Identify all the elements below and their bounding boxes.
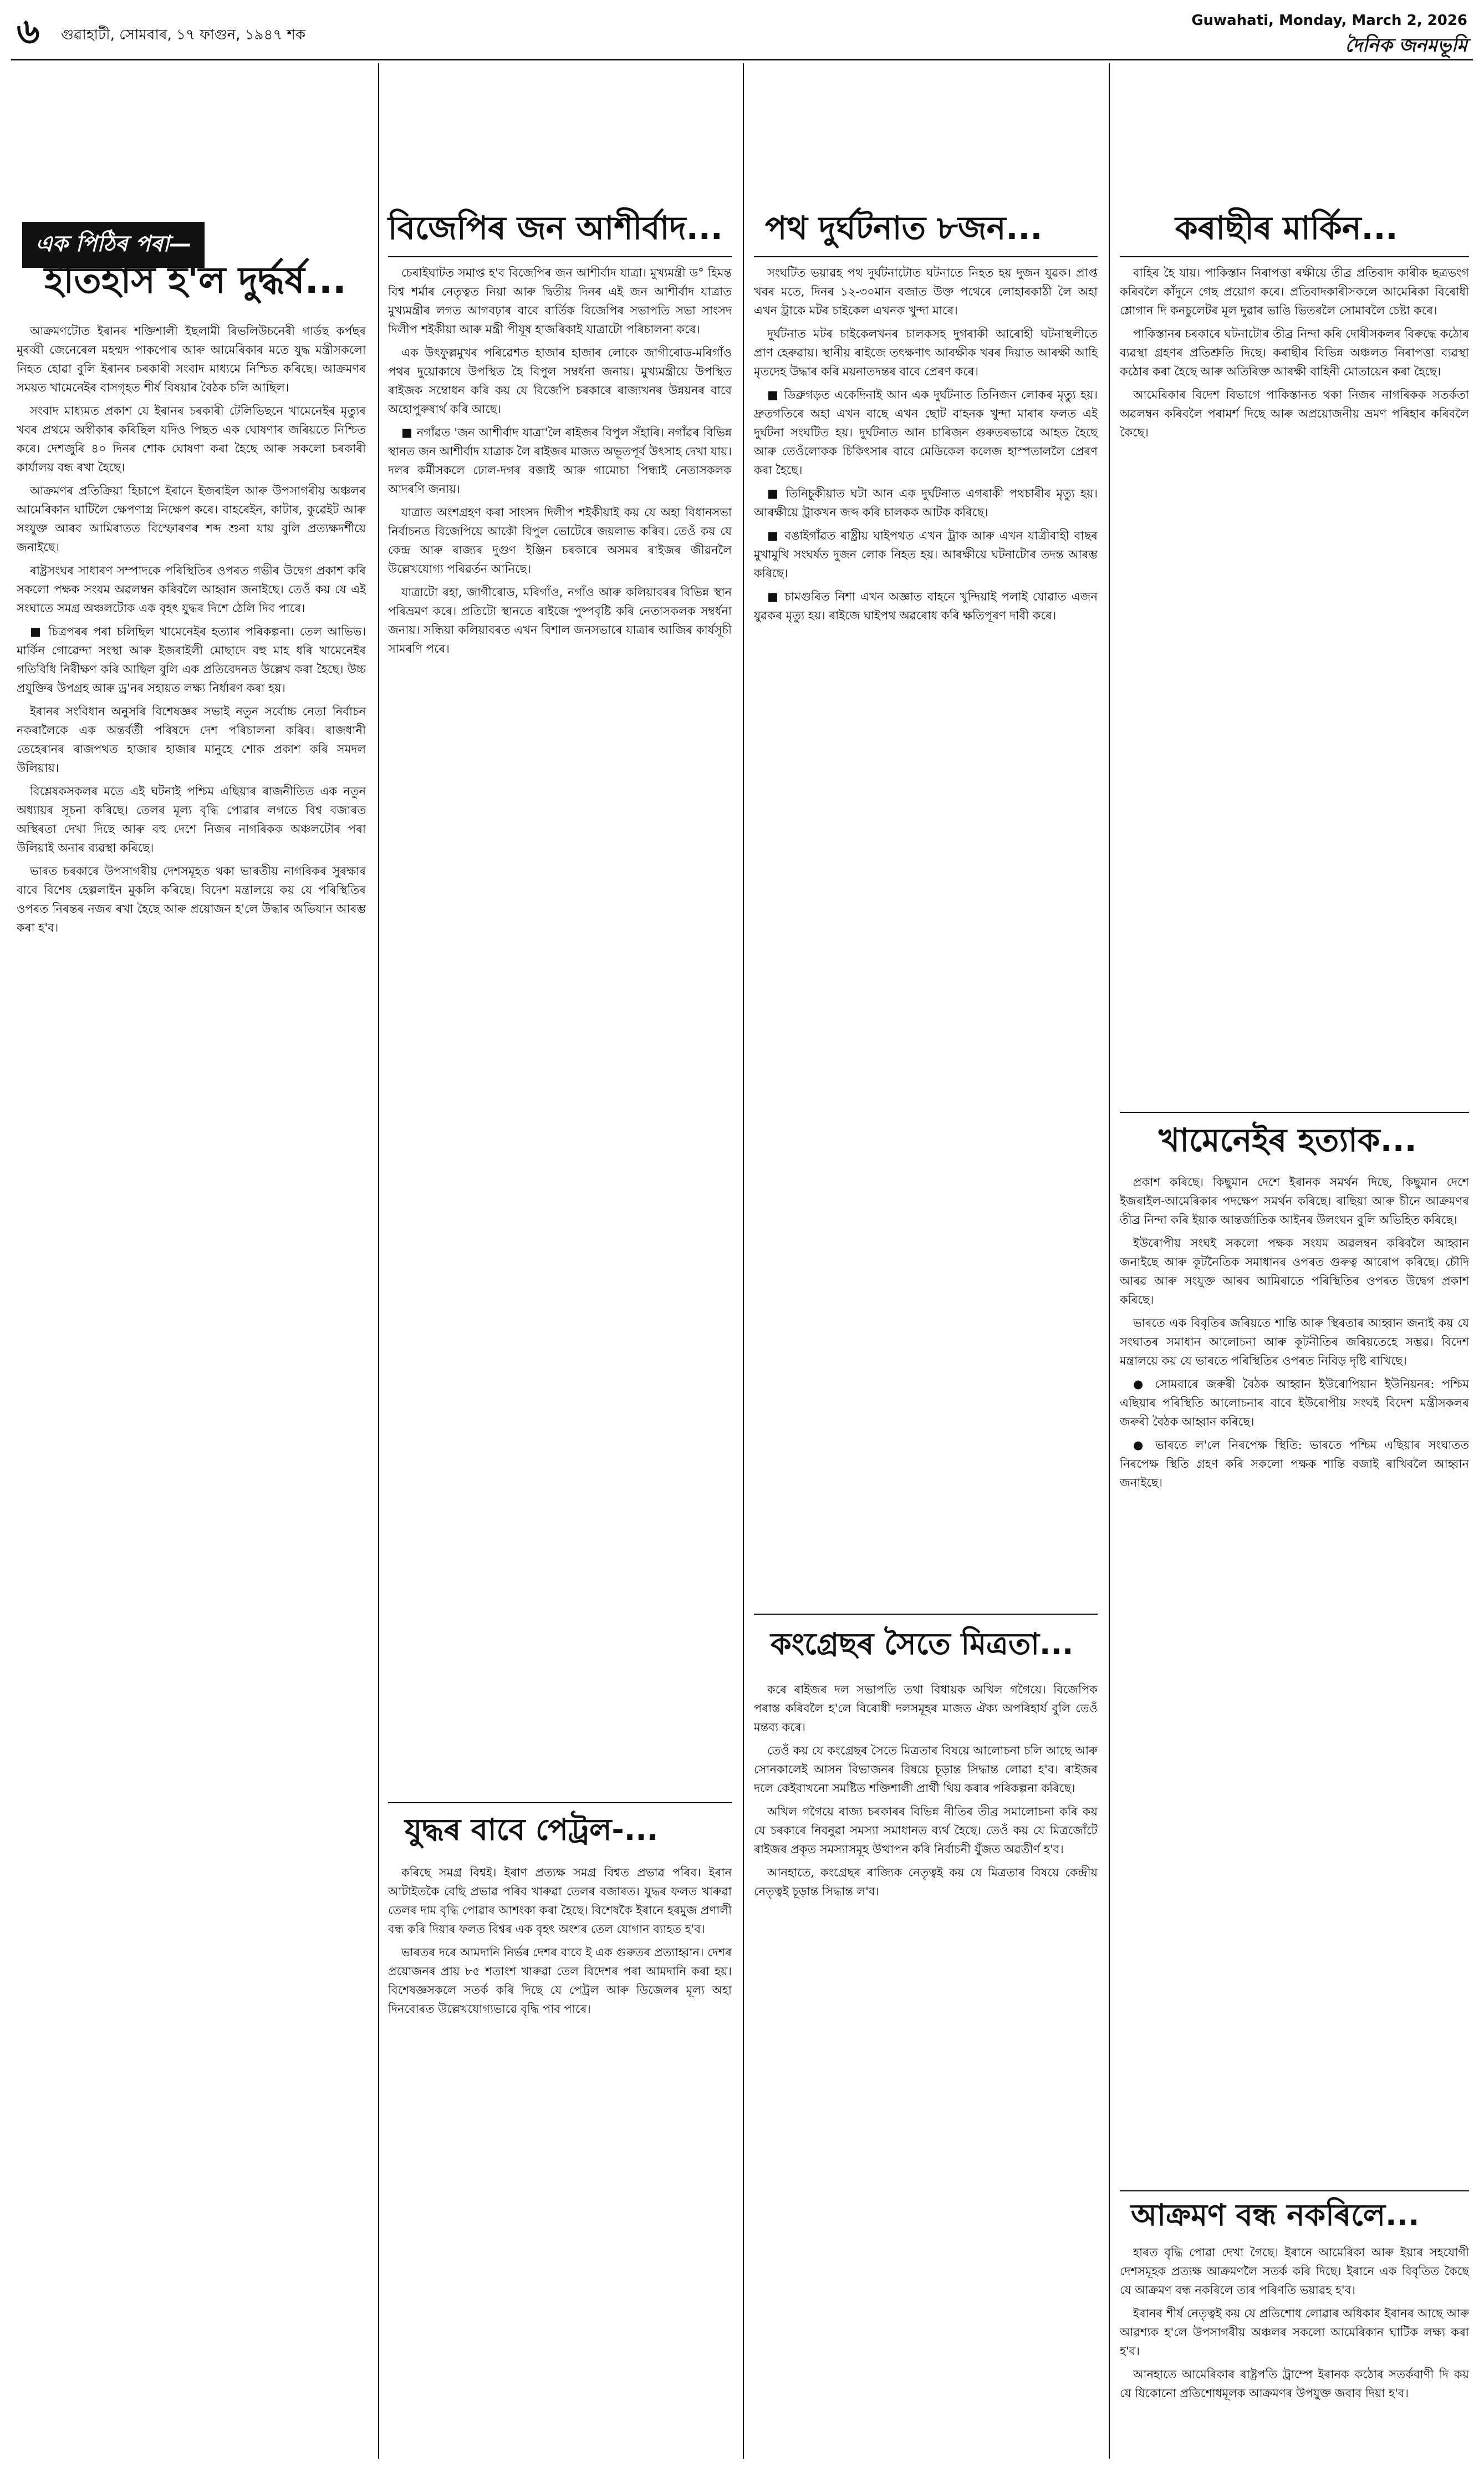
article-headline-history: ইতিহাস হ'ল দুৰ্দ্ধৰ্ষ...: [44, 259, 346, 302]
paragraph: আক্ৰমণৰ প্ৰতিক্ৰিয়া হিচাপে ইৰানে ইজৰাইল আৰু উপসাগৰীয় অঞ্চলৰ আমেৰিকান ঘাটিলৈ ক্ষেপণাস্ত্ৰ নিক্ষেপ কৰে। বাহৰেইন, কাটাৰ, কুৱেইট আৰু সংযুক্ত আৰব আমিৰাতত বিস্ফোৰণৰ শব্দ শুনা যায় বুলি প্ৰত্যক্ষদৰ্শীয়ে জনাইছে।: [17, 484, 366, 554]
paragraph: চেৰাইঘাটত সমাপ্ত হ'ব বিজেপিৰ জন আশীৰ্বাদ যাত্ৰা। মুখ্যমন্ত্ৰী ড° হিমন্ত বিশ্ব শৰ্মাৰ নেতৃত্বত নিয়া আৰু দ্বিতীয় দিনৰ এই জন আশীৰ্বাদ যাত্ৰাত মুখ্যমন্ত্ৰীৰ লগত আগবঢ়াৰ বাবে বাৰ্তিক বিজেপিৰ সভাপতি সভা সাংসদ দিলীপ শইকীয়া আৰু মন্ত্ৰী পীযূষ হাজৰিকাই যাত্ৰাটো পৰিচালনা কৰে।: [388, 266, 732, 336]
paragraph: যাত্ৰাত অংশগ্ৰহণ কৰা সাংসদ দিলীপ শইকীয়াই কয় যে অহা বিধানসভা নিৰ্বাচনত বিজেপিয়ে আকৌ বিপুল ভোটেৰে জয়লাভ কৰিব। তেওঁ কয় যে কেন্দ্ৰ আৰু ৰাজ্যৰ দুগুণ ইঞ্জিন চৰকাৰে অসমৰ ৰাইজৰ জীৱনলৈ উল্লেখযোগ্য পৰিৱৰ্তন আনিছে।: [388, 506, 732, 576]
paragraph: বিশ্লেষকসকলৰ মতে এই ঘটনাই পশ্চিম এছিয়াৰ ৰাজনীতিত এক নতুন অধ্যায়ৰ সূচনা কৰিছে। তেলৰ মূল্য বৃদ্ধি পোৱাৰ লগতে বিশ্ব বজাৰত অস্থিৰতা দেখা দিছে আৰু বহু দেশে নিজৰ নাগৰিকক অঞ্চলটোৰ পৰা উলিয়াই অনাৰ ব্যৱস্থা কৰিছে।: [17, 785, 366, 854]
paragraph: ■ নগাঁৱত 'জন আশীৰ্বাদ যাত্ৰা'লৈ ৰাইজৰ বিপুল সঁহাৰি। নগাঁৱৰ বিভিন্ন স্থানত জন আশীৰ্বাদ যাত্ৰাক লৈ ৰাইজৰ মাজত অভূতপূৰ্ব উৎসাহ দেখা যায়। দলৰ কৰ্মীসকলে ঢোল-দগৰ বজাই আৰু গামোচা পিন্ধাই নেতাসকলক আদৰণি জনায়।: [388, 426, 732, 496]
paragraph: আনহাতে, কংগ্ৰেছৰ ৰাজ্যিক নেতৃত্বই কয় যে মিত্ৰতাৰ বিষয়ে কেন্দ্ৰীয় নেতৃত্বই চূড়ান্ত সিদ্ধান্ত ল'ব।: [754, 1866, 1098, 1898]
paragraph: ■ বঙাইগাঁৱত ৰাষ্ট্ৰীয় ঘাইপথত এখন ট্ৰাক আৰু এখন যাত্ৰীবাহী বাছৰ মুখামুখি সংঘৰ্ষত দুজন লোক নিহত হয়। আৰক্ষীয়ে ঘটনাটোৰ তদন্ত আৰম্ভ কৰিছে।: [754, 529, 1098, 580]
headline-rule: [1120, 256, 1469, 257]
article-body-petrol: [388, 1863, 732, 2451]
masthead: দৈনিক জনমভূমি: [1345, 34, 1467, 57]
paragraph: অখিল গগৈয়ে ৰাজ্য চৰকাৰৰ বিভিন্ন নীতিৰ তীব্ৰ সমালোচনা কৰি কয় যে চৰকাৰে নিবনুৱা সমস্যা সমাধানত ব্যৰ্থ হৈছে। তেওঁ কয় যে মিত্ৰজোঁটে ৰাইজৰ প্ৰকৃত সমস্যাসমূহ উত্থাপন কৰি নিৰ্বাচনী যুঁজত অৱতীৰ্ণ হ'ব।: [754, 1805, 1098, 1856]
paragraph: যাত্ৰাটো ৰহা, জাগীৰোড, মৰিগাঁও, নগাঁও আৰু কলিয়াবৰৰ বিভিন্ন স্থান পৰিভ্ৰমণ কৰে। প্ৰতিটো স্থানতে ৰাইজে পুষ্পবৃষ্টি কৰি নেতাসকলক সম্বৰ্ধনা জনায়। সন্ধিয়া কলিয়াবৰত এখন বিশাল জনসভাৰে যাত্ৰাৰ আজিৰ কাৰ্যসূচী সামৰণি পৰে।: [388, 586, 732, 655]
paragraph: এক উৎফুল্লমুখৰ পৰিৱেশত হাজাৰ হাজাৰ লোকে জাগীৰোড-মৰিগাঁও পথৰ দুয়োকাষে উপস্থিত হৈ বিপুল সম্বৰ্ধনা জনায়। মুখ্যমন্ত্ৰীয়ে উপস্থিত ৰাইজক সম্বোধন কৰি কয় যে বিজেপি চৰকাৰে ৰাজ্যখনৰ উন্নয়নৰ বাবে অহোপুৰুষাৰ্থ কৰি আছে।: [388, 346, 732, 416]
article-headline-bjp: বিজেপিৰ জন আশীৰ্বাদ...: [388, 209, 723, 247]
paragraph: ইৰানৰ শীৰ্ষ নেতৃত্বই কয় যে প্ৰতিশোধ লোৱাৰ অধিকাৰ ইৰানৰ আছে আৰু আৱশ্যক হ'লে উপসাগৰীয় অঞ্চলৰ সকলো আমেৰিকান ঘাটিক লক্ষ্য কৰা হ'ব।: [1120, 2307, 1469, 2358]
paragraph: ভাৰত চৰকাৰে উপসাগৰীয় দেশসমূহত থকা ভাৰতীয় নাগৰিকৰ সুৰক্ষাৰ বাবে বিশেষ হেল্পলাইন মুকলি কৰিছে। বিদেশ মন্ত্ৰালয়ে কয় যে পৰিস্থিতিৰ ওপৰত নিৰন্তৰ নজৰ ৰখা হৈছে আৰু প্ৰয়োজন হ'লে উদ্ধাৰ অভিযান আৰম্ভ কৰা হ'ব।: [17, 864, 366, 934]
article-body-history: [17, 322, 366, 2451]
column-rule-2: [743, 63, 744, 2459]
paragraph: দুৰ্ঘটনাত মটৰ চাইকেলখনৰ চালকসহ দুগৰাকী আৰোহী ঘটনাস্থলীতে প্ৰাণ হেৰুৱায়। স্থানীয় ৰাইজে তৎক্ষণাৎ আৰক্ষীক খবৰ দিয়াত আৰক্ষী আহি মৃতদেহ উদ্ধাৰ কৰি ময়নাতদন্তৰ বাবে প্ৰেৰণ কৰে।: [754, 327, 1098, 378]
paragraph: ■ ডিব্ৰুগড়ত একেদিনাই আন এক দুৰ্ঘটনাত তিনিজন লোকৰ মৃত্যু হয়। দ্ৰুতগতিৰে অহা এখন বাছে এখন ছোট বাহনক খুন্দা মাৰাৰ ফলত এই দুৰ্ঘটনা সংঘটিত হয়। দুৰ্ঘটনাত আন চাৰিজন গুৰুতৰভাৱে আহত হৈছে আৰু তেওঁলোকক চিকিৎসাৰ বাবে মেডিকেল কলেজ হাস্পতাললৈ প্ৰেৰণ কৰা হৈছে।: [754, 388, 1098, 477]
section-rule: [388, 1802, 732, 1803]
paragraph: বাহিৰ হৈ যায়। পাকিস্তান নিৰাপত্তা ৰক্ষীয়ে তীব্ৰ প্ৰতিবাদ কাৰীক ছত্ৰভংগ কৰিবলৈ কাঁদুনে গেছ প্ৰয়োগ কৰে। প্ৰতিবাদকাৰীসকলে আমেৰিকা বিৰোধী শ্লোগান দি কনচুলেটৰ মূল দুৱাৰ ভাঙি ভিতৰলৈ সোমাবলৈ চেষ্টা কৰে।: [1120, 266, 1469, 317]
article-headline-attack: আক্ৰমণ বন্ধ নকৰিলে...: [1131, 2198, 1420, 2232]
paragraph: সংঘটিত ভয়াৱহ পথ দুৰ্ঘটনাটোত ঘটনাতে নিহত হয় দুজন যুৱক। প্ৰাপ্ত খবৰ মতে, দিনৰ ১২-৩০মান বজাত উক্ত পথেৰে লোহাৰকাঠী লৈ অহা এখন ট্ৰাকে মটৰ চাইকেল এখনক খুন্দা মাৰে।: [754, 266, 1098, 317]
article-headline-petrol: যুদ্ধৰ বাবে পেট্ৰল-...: [405, 1812, 659, 1847]
paragraph: আক্ৰমণটোত ইৰানৰ শক্তিশালী ইছলামী ৰিভলিউচনেৰী গাৰ্ডছ কৰ্পছৰ মুৰব্বী জেনেৰেল মহম্মদ পাকপোৰ আৰু আমেৰিকাৰ মতে যুদ্ধ মন্ত্ৰীসকলো নিহত হোৱা বুলি ইৰানৰ চৰকাৰী সংবাদ মাধ্যমে নিশ্চিত কৰিছে। আক্ৰমণৰ সময়ত খামেনেইৰ বাসগৃহত শীৰ্ষ বিষয়াৰ বৈঠক চলি আছিল।: [17, 324, 366, 394]
article-body-attack: [1120, 2243, 1469, 2454]
section-rule: [1120, 1112, 1469, 1113]
paragraph: ■ তিনিচুকীয়াত ঘটা আন এক দুৰ্ঘটনাত এগৰাকী পথচাৰীৰ মৃত্যু হয়। আৰক্ষীয়ে ট্ৰাকখন জব্দ কৰি চালকক আটক কৰিছে।: [754, 487, 1098, 519]
paragraph: ● ভাৰতে ল'লে নিৰপেক্ষ স্থিতি: ভাৰতে পশ্চিম এছিয়াৰ সংঘাতত নিৰপেক্ষ স্থিতি গ্ৰহণ কৰি সকলো পক্ষক শান্তি বজাই ৰাখিবলৈ আহ্বান জনাইছে।: [1120, 1438, 1469, 1489]
paragraph: ● সোমবাৰে জৰুৰী বৈঠক আহ্বান ইউৰোপিয়ান ইউনিয়নৰ: পশ্চিম এছিয়াৰ পৰিস্থিতি আলোচনাৰ বাবে ইউৰোপীয় সংঘই বিদেশ মন্ত্ৰীসকলৰ জৰুৰী বৈঠক আহ্বান কৰিছে।: [1120, 1377, 1469, 1428]
article-headline-karachi: কৰাছীৰ মাৰ্কিন...: [1175, 209, 1398, 247]
paragraph: কৰে ৰাইজৰ দল সভাপতি তথা বিধায়ক অখিল গগৈয়ে। বিজেপিক পৰাস্ত কৰিবলৈ হ'লে বিৰোধী দলসমূহৰ মাজত ঐক্য অপৰিহাৰ্য বুলি তেওঁ মন্তব্য কৰে।: [754, 1683, 1098, 1734]
article-body-khamenei: [1120, 1173, 1469, 2185]
paragraph: কৰিছে সমগ্ৰ বিশ্বই। ইৰাণ প্ৰত্যক্ষ সমগ্ৰ বিশ্বত প্ৰভাৱ পৰিব। ইৰান আটাইতকৈ বেছি প্ৰভাৱ পৰিব খাৰুৱা তেলৰ বজাৰত। যুদ্ধৰ ফলত খাৰুৱা তেলৰ দাম বৃদ্ধি পোৱাৰ আশংকা কৰা হৈছে। বিশেষকৈ ইৰানে হৰমুজ প্ৰণালী বন্ধ কৰি দিয়াৰ ফলত বিশ্বৰ এক বৃহৎ অংশৰ তেল যোগান ব্যাহত হ'ব।: [388, 1866, 732, 1936]
headline-rule: [754, 256, 1098, 257]
column-rule-3: [1109, 63, 1110, 2459]
paragraph: ভাৰতৰ দৰে আমদানি নিৰ্ভৰ দেশৰ বাবে ই এক গুৰুতৰ প্ৰত্যাহ্বান। দেশৰ প্ৰয়োজনৰ প্ৰায় ৮৫ শতাংশ খাৰুৱা তেল বিদেশৰ পৰা আমদানি কৰা হয়। বিশেষজ্ঞসকলে সতৰ্ক কৰি দিছে যে পেট্ৰল আৰু ডিজেলৰ মূল্য অহা দিনবোৰত উল্লেখযোগ্যভাৱে বৃদ্ধি পাব পাৰে।: [388, 1946, 732, 2016]
paragraph: ■ চিত্ৰপৰৰ পৰা চলিছিল খামেনেইৰ হত্যাৰ পৰিকল্পনা। তেল আভিভ। মাৰ্কিন গোৱেন্দা সংস্থা আৰু ইজৰাইলী মোছাদে বহু মাহ ধৰি খামেনেইৰ গতিবিধি নিৰীক্ষণ কৰি আছিল বুলি এক প্ৰতিবেদনত উল্লেখ কৰা হৈছে। উচ্চ প্ৰযুক্তিৰ উপগ্ৰহ আৰু ড্ৰ'নৰ সহায়ত লক্ষ্য নিৰ্ধাৰণ কৰা হয়।: [17, 625, 366, 695]
paragraph: ■ চামগুৰিত নিশা এখন অজ্ঞাত বাহনে খুন্দিয়াই পলাই যোৱাত এজন যুৱকৰ মৃত্যু হয়। ৰাইজে ঘাইপথ অৱৰোধ কৰি ক্ষতিপূৰণ দাবী কৰে।: [754, 590, 1098, 622]
column-rule-1: [378, 63, 379, 2459]
paragraph: ভাৰতে এক বিবৃতিৰ জৰিয়তে শান্তি আৰু স্থিৰতাৰ আহ্বান জনাই কয় যে সংঘাতৰ সমাধান আলোচনা আৰু কূটনীতিৰ জৰিয়তেহে সম্ভৱ। বিদেশ মন্ত্ৰালয়ে কয় যে ভাৰতে পৰিস্থিতিৰ ওপৰত নিবিড় দৃষ্টি ৰাখিছে।: [1120, 1316, 1469, 1367]
left-dateline: গুৱাহাটী, সোমবাৰ, ১৭ ফাগুন, ১৯৪৭ শক: [61, 27, 306, 43]
article-headline-congress: কংগ্ৰেছৰ সৈতে মিত্ৰতা...: [771, 1626, 1074, 1661]
paragraph: সংবাদ মাধ্যমত প্ৰকাশ যে ইৰানৰ চৰকাৰী টেলিভিছনে খামেনেইৰ মৃত্যুৰ খবৰ প্ৰথমে অস্বীকাৰ কৰিছিল যদিও পিছত এক ঘোষণাৰ জৰিয়তে নিশ্চিত কৰে। দেশজুৰি ৪০ দিনৰ শোক ঘোষণা কৰা হৈছে আৰু সকলো চৰকাৰী কাৰ্যালয় বন্ধ ৰখা হৈছে।: [17, 404, 366, 474]
article-body-karachi: [1120, 263, 1469, 1106]
paragraph: ৰাষ্ট্ৰসংঘৰ সাধাৰণ সম্পাদকে পৰিস্থিতিৰ ওপৰত গভীৰ উদ্বেগ প্ৰকাশ কৰি সকলো পক্ষক সংযম অৱলম্বন কৰিবলৈ আহ্বান জনাইছে। তেওঁ কয় যে এই সংঘাতে সমগ্ৰ অঞ্চলটোক এক বৃহৎ যুদ্ধৰ দিশে ঠেলি দিব পাৰে।: [17, 564, 366, 615]
header-rule: [11, 59, 1473, 60]
paragraph: হাৰত বৃদ্ধি পোৱা দেখা গৈছে। ইৰানে আমেৰিকা আৰু ইয়াৰ সহযোগী দেশসমূহক প্ৰত্যক্ষ আক্ৰমণলৈ সতৰ্ক কৰি দিছে। ইৰানে এক বিবৃতিত কৈছে যে আক্ৰমণ বন্ধ নকৰিলে তাৰ পৰিণতি ভয়াৱহ হ'ব।: [1120, 2246, 1469, 2297]
kicker-label: এক পিঠিৰ পৰা—: [22, 222, 205, 268]
right-dateline: Guwahati, Monday, March 2, 2026: [1191, 12, 1467, 29]
paragraph: ইউৰোপীয় সংঘই সকলো পক্ষক সংযম অৱলম্বন কৰিবলৈ আহ্বান জনাইছে আৰু কূটনৈতিক সমাধানৰ ওপৰত গুৰুত্ব আৰোপ কৰিছে। চৌদি আৰৱ আৰু সংযুক্ত আৰব আমিৰাতে পৰিস্থিতিৰ ওপৰত উদ্বেগ প্ৰকাশ কৰিছে।: [1120, 1237, 1469, 1306]
article-headline-khamenei: খামেনেইৰ হত্যাক...: [1159, 1121, 1417, 1159]
paragraph: ইৰানৰ সংবিধান অনুসৰি বিশেষজ্ঞৰ সভাই নতুন সৰ্বোচ্চ নেতা নিৰ্বাচন নকৰালৈকে এক অন্তৰ্বৰ্তী পৰিষদে দেশ পৰিচালনা কৰিব। ৰাজধানী তেহেৰানৰ ৰাজপথত হাজাৰ হাজাৰ মানুহে শোক প্ৰকাশ কৰি সমদল উলিয়ায়।: [17, 705, 366, 775]
article-headline-accident: পথ দুৰ্ঘটনাত ৮জন...: [765, 209, 1043, 247]
section-rule: [1120, 2190, 1469, 2191]
paragraph: আনহাতে আমেৰিকাৰ ৰাষ্ট্ৰপতি ট্ৰাম্পে ইৰানক কঠোৰ সতৰ্কবাণী দি কয় যে যিকোনো প্ৰতিশোধমূলক আক্ৰমণৰ উপযুক্ত জবাব দিয়া হ'ব।: [1120, 2368, 1469, 2400]
paragraph: তেওঁ কয় যে কংগ্ৰেছৰ সৈতে মিত্ৰতাৰ বিষয়ে আলোচনা চলি আছে আৰু সোনকালেই আসন বিভাজনৰ বিষয়ে চূড়ান্ত সিদ্ধান্ত লোৱা হ'ব। ৰাইজৰ দলে কেইবাখনো সমষ্টিত শক্তিশালী প্ৰাৰ্থী থিয় কৰাৰ পৰিকল্পনা কৰিছে।: [754, 1744, 1098, 1795]
page-number: ৬: [17, 11, 40, 52]
headline-rule: [388, 256, 732, 257]
section-rule: [754, 1614, 1098, 1615]
article-body-accident: [754, 263, 1098, 1605]
paragraph: আমেৰিকাৰ বিদেশ বিভাগে পাকিস্তানত থকা নিজৰ নাগৰিকক সতৰ্কতা অৱলম্বন কৰিবলৈ পৰামৰ্শ দিছে আৰু অপ্ৰয়োজনীয় ভ্ৰমণ পৰিহাৰ কৰিবলৈ কৈছে।: [1120, 388, 1469, 439]
article-body-congress: [754, 1680, 1098, 2451]
article-body-bjp: [388, 263, 732, 1794]
paragraph: পাকিস্তানৰ চৰকাৰে ঘটনাটোৰ তীব্ৰ নিন্দা কৰি দোষীসকলৰ বিৰুদ্ধে কঠোৰ ব্যৱস্থা গ্ৰহণৰ প্ৰতিশ্ৰুতি দিছে। কৰাছীৰ বিভিন্ন অঞ্চলত নিৰাপত্তা ব্যৱস্থা কঠোৰ কৰা হৈছে আৰু অতিৰিক্ত আৰক্ষী বাহিনী মোতায়েন কৰা হৈছে।: [1120, 327, 1469, 378]
paragraph: প্ৰকাশ কৰিছে। কিছুমান দেশে ইৰানক সমৰ্থন দিছে, কিছুমান দেশে ইজৰাইল-আমেৰিকাৰ পদক্ষেপ সমৰ্থন কৰিছে। ৰাছিয়া আৰু চীনে আক্ৰমণৰ তীব্ৰ নিন্দা কৰি ইয়াক আন্তৰ্জাতিক আইনৰ উলংঘন বুলি অভিহিত কৰিছে।: [1120, 1176, 1469, 1227]
